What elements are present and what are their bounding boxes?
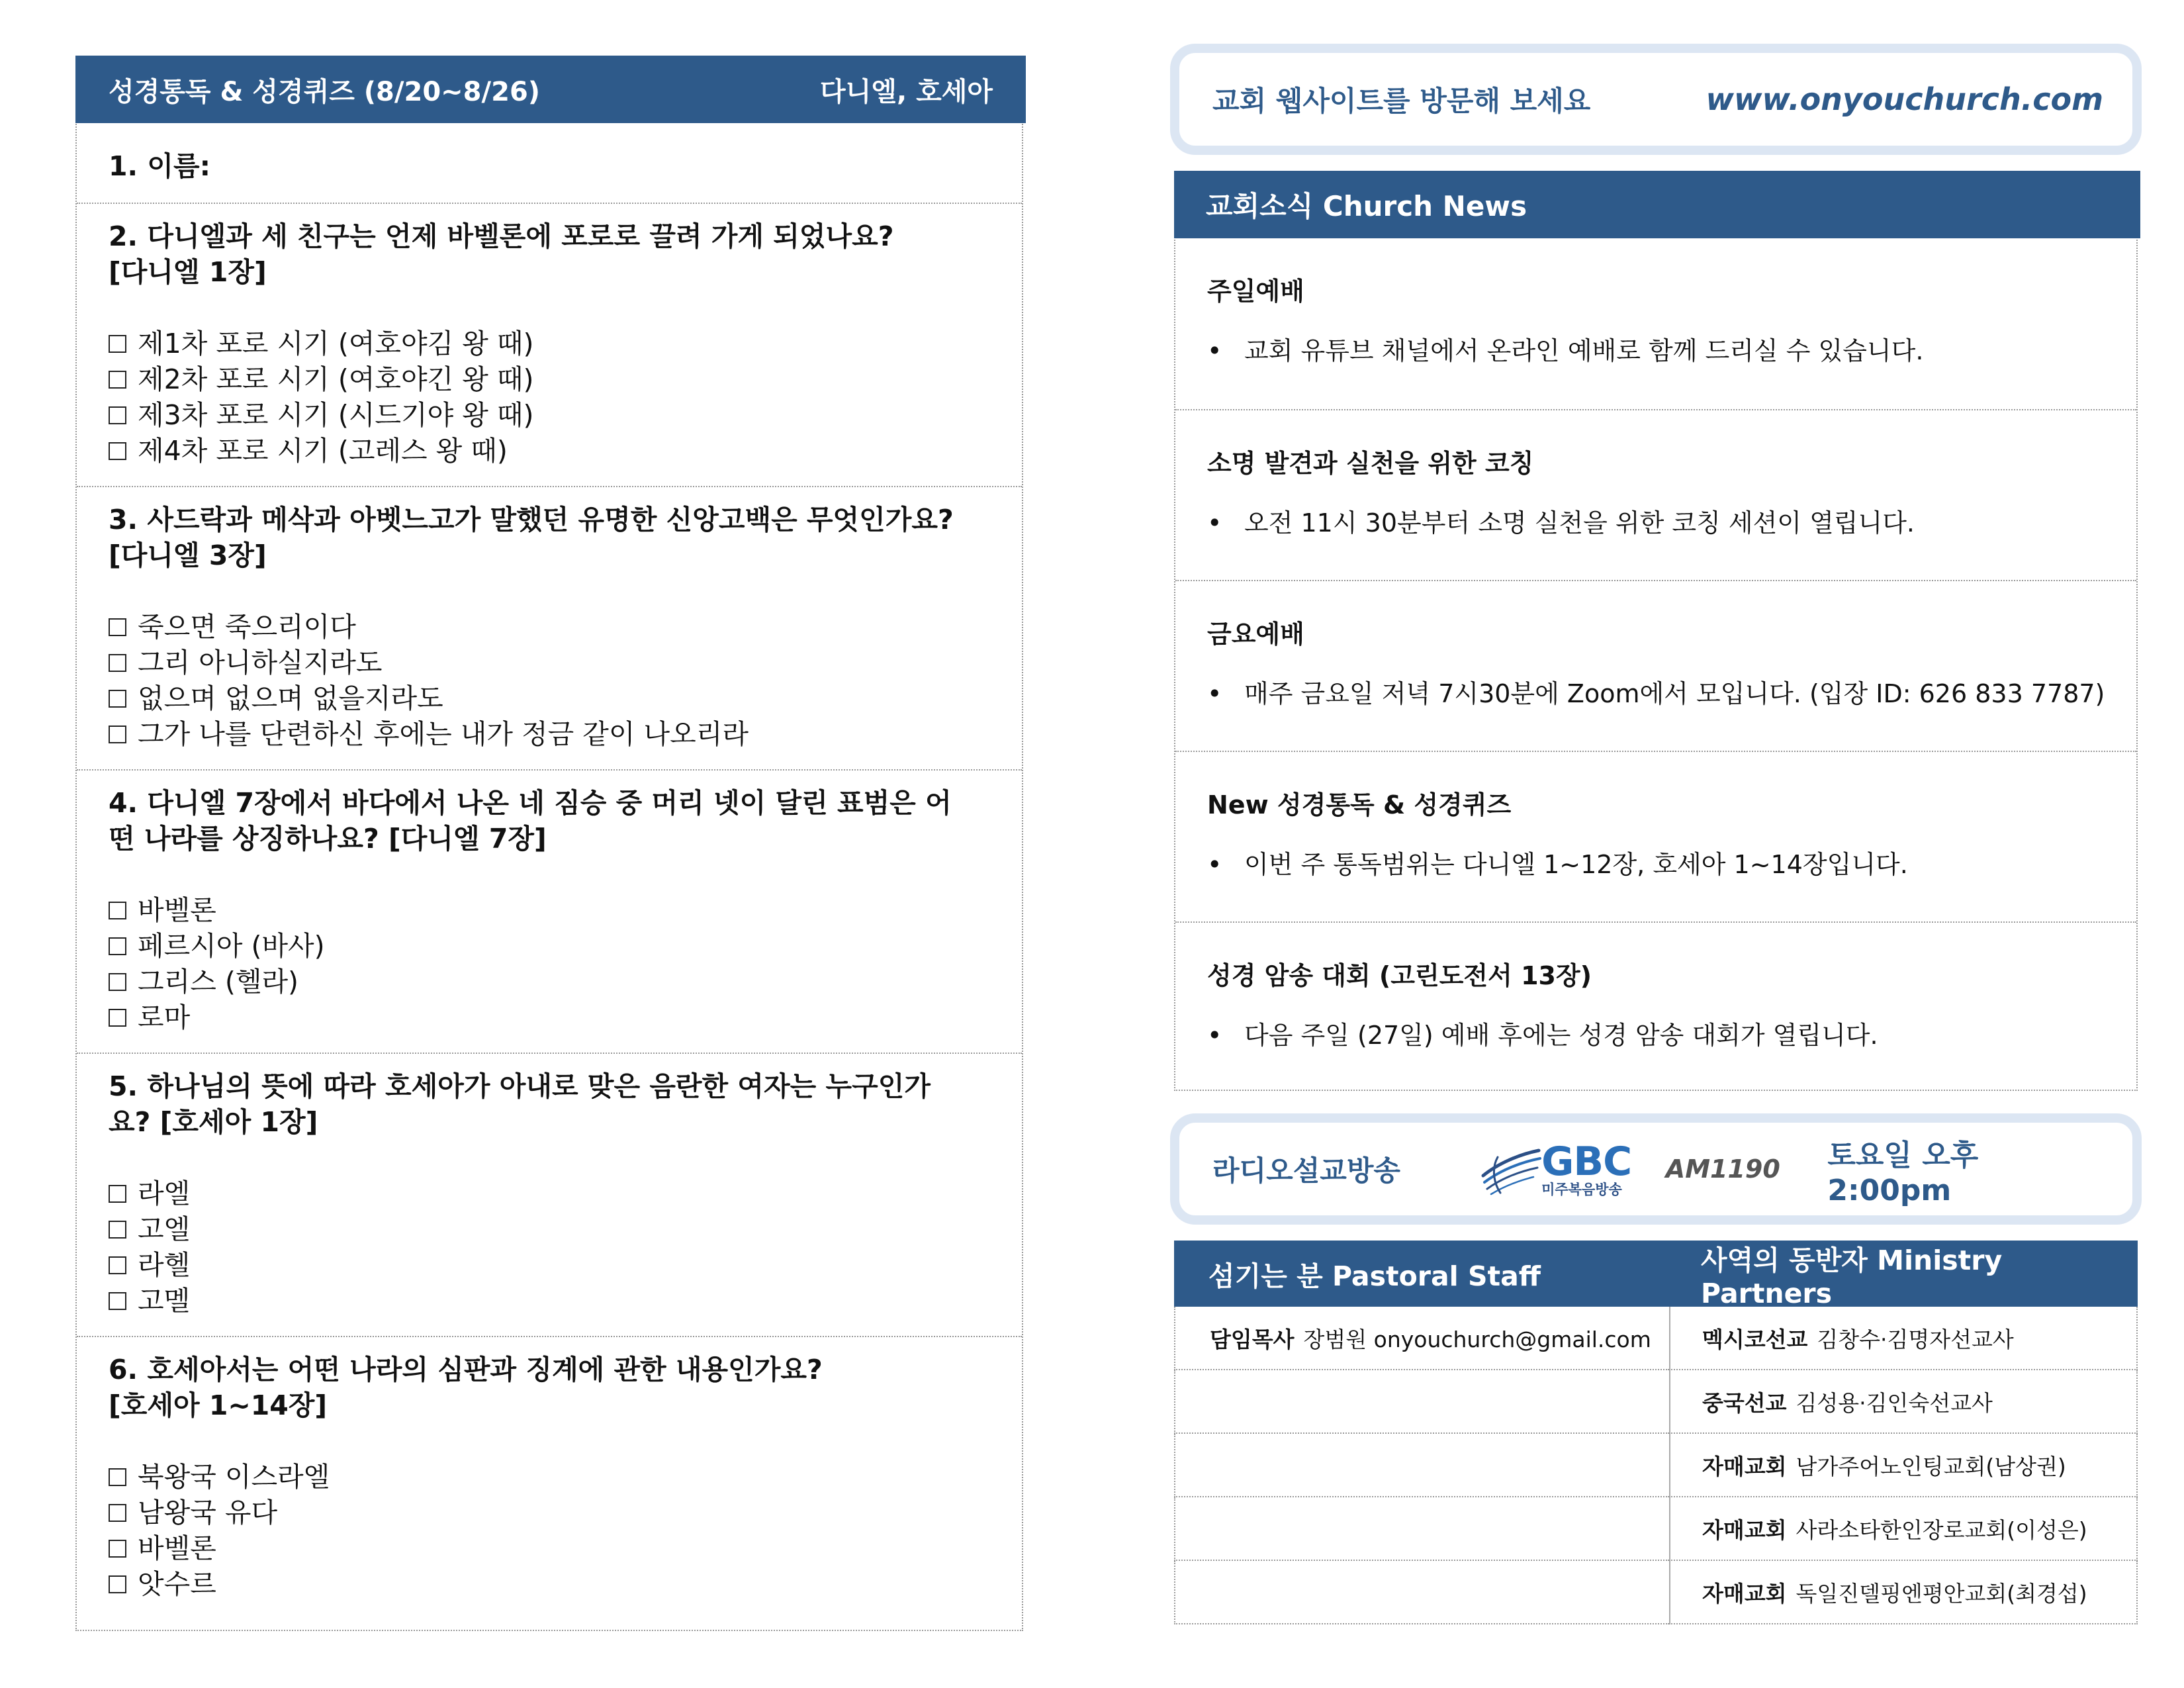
radio-banner (1170, 1113, 2142, 1225)
ministry-partners-heading: 사역의 동반자 Ministry Partners (1701, 1244, 2003, 1309)
partner-row: 중국선교 김성용·김인숙선교사 (1669, 1370, 2138, 1434)
question-3 (77, 486, 1022, 769)
gbc-logo-subtext: 미주복음방송 (1541, 1181, 1622, 1197)
website-link[interactable]: www.onyouchurch.com (1706, 81, 2103, 117)
staff-row (1174, 1561, 1669, 1624)
answer-option[interactable]: 바벨론 (109, 892, 990, 928)
partner-row: 자매교회 사라소타한인장로교회(이성은) (1669, 1497, 2138, 1561)
answer-option[interactable]: 제1차 포로 시기 (여호야김 왕 때) (109, 326, 990, 361)
checkbox-icon[interactable] (109, 654, 126, 672)
question-title: 4. 다니엘 7장에서 바다에서 나온 네 짐승 중 머리 넷이 달린 표범은 어 (109, 787, 952, 819)
news-item-body: 다음 주일 (27일) 예배 후에는 성경 암송 대회가 열립니다. (1244, 1021, 1878, 1050)
checkbox-icon[interactable] (109, 1009, 126, 1027)
checkbox-icon[interactable] (109, 371, 126, 389)
partner-row: 자매교회 남가주어노인팅교회(남상권) (1669, 1434, 2138, 1497)
answer-option[interactable]: 제3차 포로 시기 (시드기야 왕 때) (109, 397, 990, 433)
checkbox-icon[interactable] (109, 1221, 126, 1239)
news-item-title: 소명 발견과 실천을 위한 코칭 (1207, 449, 1534, 478)
staff-row (1174, 1370, 1669, 1434)
news-item-title: 성경 암송 대회 (고린도전서 13장) (1207, 961, 1592, 990)
answer-option[interactable]: 고멜 (109, 1283, 990, 1319)
quiz-header (75, 56, 1026, 123)
question-5 (77, 1053, 1022, 1336)
answer-option[interactable]: 페르시아 (바사) (109, 928, 990, 964)
news-item-title: New 성경통독 & 성경퀴즈 (1207, 790, 1512, 820)
staff-table (1174, 1241, 2138, 1620)
answer-option[interactable]: 북왕국 이스라엘 (109, 1459, 990, 1495)
checkbox-icon[interactable] (109, 1256, 126, 1274)
news-item-body: 매주 금요일 저녁 7시30분에 Zoom에서 모입니다. (입장 ID: 626 833 7787) (1244, 679, 2105, 708)
checkbox-icon[interactable] (109, 1504, 126, 1522)
bullet-icon: • (1207, 850, 1222, 879)
question-6 (77, 1336, 1022, 1630)
question-ref: 요? [호세아 1장] (109, 1106, 318, 1138)
answer-option[interactable]: 제2차 포로 시기 (여호야긴 왕 때) (109, 361, 990, 397)
checkbox-icon[interactable] (109, 902, 126, 919)
radio-frequency: AM1190 (1665, 1154, 1780, 1184)
bullet-icon: • (1207, 336, 1222, 365)
bullet-icon: • (1207, 679, 1222, 708)
news-item (1175, 751, 2136, 921)
news-item (1175, 921, 2136, 1090)
answer-option[interactable]: 죽으면 죽으리이다 (109, 609, 990, 645)
checkbox-icon[interactable] (109, 618, 126, 636)
question-title: 6. 호세아서는 어떤 나라의 심판과 징계에 관한 내용인가요? (109, 1354, 823, 1385)
bullet-icon: • (1207, 508, 1222, 538)
answer-option[interactable]: 그가 나를 단련하신 후에는 내가 정금 같이 나오리라 (109, 716, 990, 752)
checkbox-icon[interactable] (109, 335, 126, 353)
staff-table-header (1174, 1241, 2138, 1307)
question-4 (77, 769, 1022, 1053)
pastoral-staff-heading: 섬기는 분 Pastoral Staff (1208, 1260, 1541, 1292)
news-item-body: 교회 유튜브 채널에서 온라인 예배로 함께 드리실 수 있습니다. (1244, 336, 1924, 365)
answer-option[interactable]: 바벨론 (109, 1530, 990, 1566)
radio-label: 라디오설교방송 (1212, 1154, 1401, 1187)
radio-time: 토요일 오후 2:00pm (1827, 1138, 1979, 1207)
answer-option[interactable]: 고엘 (109, 1211, 990, 1247)
globe-swoosh-icon (1478, 1137, 1541, 1201)
question-title: 2. 다니엘과 세 친구는 언제 바벨론에 포로로 끌려 가게 되었나요? (109, 220, 894, 252)
bullet-icon: • (1207, 1021, 1222, 1050)
question-ref: [호세아 1~14장] (109, 1389, 328, 1421)
website-banner (1170, 44, 2142, 155)
news-item-body: 이번 주 통독범위는 다니엘 1~12장, 호세아 1~14장입니다. (1244, 850, 1908, 879)
checkbox-icon[interactable] (109, 1575, 126, 1593)
answer-option[interactable]: 없으며 없으며 없을지라도 (109, 680, 990, 716)
staff-row (1174, 1497, 1669, 1561)
checkbox-icon[interactable] (109, 690, 126, 708)
church-news-header: 교회소식 Church News (1174, 171, 2140, 238)
question-ref: [다니엘 3장] (109, 539, 267, 571)
quiz-name-section (77, 123, 1022, 203)
checkbox-icon[interactable] (109, 973, 126, 991)
news-item (1175, 238, 2136, 409)
checkbox-icon[interactable] (109, 406, 126, 424)
question-ref: [다니엘 1장] (109, 256, 267, 288)
name-prompt: 1. 이름: (109, 150, 210, 182)
answer-option[interactable]: 라헬 (109, 1247, 990, 1283)
answer-option[interactable]: 남왕국 유다 (109, 1495, 990, 1530)
gbc-logo-text: GBC (1541, 1138, 1632, 1185)
checkbox-icon[interactable] (109, 1540, 126, 1558)
question-ref: 떤 나라를 상징하나요? [다니엘 7장] (109, 823, 547, 855)
answer-option[interactable]: 로마 (109, 1000, 990, 1035)
partner-row: 자매교회 독일진델핑엔평안교회(최경섭) (1669, 1561, 2138, 1624)
gbc-logo (1478, 1137, 1666, 1201)
news-item (1175, 409, 2136, 580)
answer-option[interactable]: 그리스 (헬라) (109, 964, 990, 1000)
checkbox-icon[interactable] (109, 1468, 126, 1486)
checkbox-icon[interactable] (109, 442, 126, 460)
quiz-header-title: 성경통독 & 성경퀴즈 (8/20~8/26) (109, 76, 541, 107)
quiz-panel (75, 56, 1023, 1631)
answer-option[interactable]: 앗수르 (109, 1566, 990, 1602)
checkbox-icon[interactable] (109, 937, 126, 955)
answer-option[interactable]: 라엘 (109, 1176, 990, 1211)
checkbox-icon[interactable] (109, 726, 126, 743)
partner-row: 멕시코선교 김창수·김명자선교사 (1669, 1307, 2138, 1370)
checkbox-icon[interactable] (109, 1292, 126, 1310)
quiz-header-books: 다니엘, 호세아 (820, 76, 993, 107)
news-item-title: 주일예배 (1207, 277, 1304, 306)
answer-option[interactable]: 제4차 포로 시기 (고레스 왕 때) (109, 433, 990, 469)
question-2 (77, 203, 1022, 486)
website-label: 교회 웹사이트를 방문해 보세요 (1212, 85, 1591, 117)
question-title: 5. 하나님의 뜻에 따라 호세아가 아내로 맞은 음란한 여자는 누구인가 (109, 1070, 931, 1102)
checkbox-icon[interactable] (109, 1185, 126, 1203)
news-item (1175, 580, 2136, 751)
answer-option[interactable]: 그리 아니하실지라도 (109, 645, 990, 680)
staff-row: 담임목사 장범원 onyouchurch@gmail.com (1174, 1307, 1669, 1370)
news-item-body: 오전 11시 30분부터 소명 실천을 위한 코칭 세션이 열립니다. (1244, 508, 1915, 538)
question-title: 3. 사드락과 메삭과 아벳느고가 말했던 유명한 신앙고백은 무엇인가요? (109, 504, 954, 536)
news-item-title: 금요예배 (1207, 620, 1304, 649)
staff-row (1174, 1434, 1669, 1497)
church-news-panel (1174, 171, 2138, 1091)
